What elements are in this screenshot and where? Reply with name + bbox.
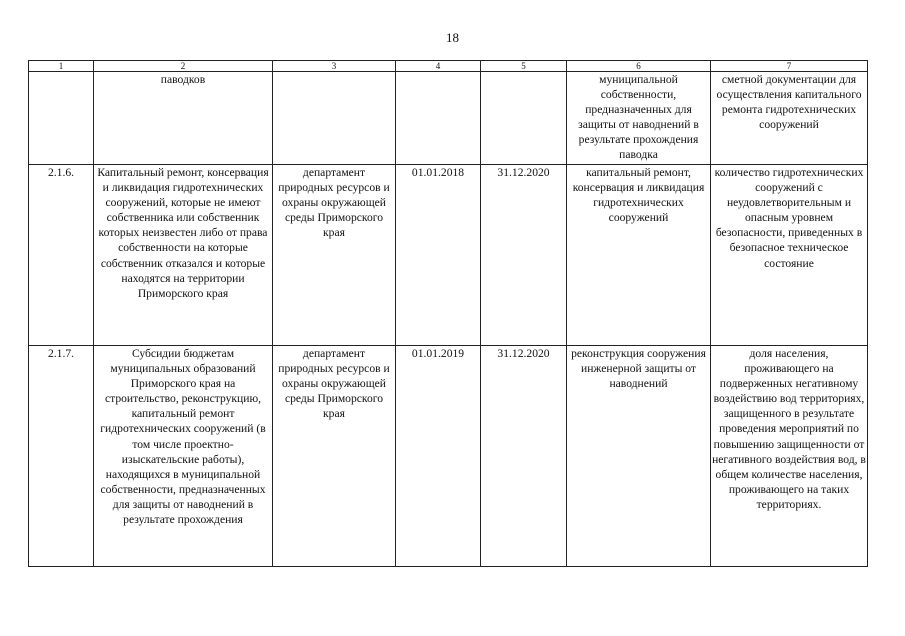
page-number: 18 — [446, 30, 459, 45]
start-date: 01.01.2018 — [396, 165, 481, 346]
executor: департамент природных ресурсов и охраны окружающей среды Приморского края — [273, 165, 396, 346]
measure-name: Капитальный ремонт, консервация и ликвидация гидротехнических сооружений, которые не имеют собственника или собственник которых неизвестен либо от права собственности на которые собственник отказался и которые находятся на территории Приморского края — [94, 165, 273, 346]
start-date — [396, 72, 481, 165]
column-header: 6 — [567, 61, 711, 72]
executor: департамент природных ресурсов и охраны окружающей среды Приморского края — [273, 346, 396, 567]
column-header: 1 — [29, 61, 94, 72]
end-date: 31.12.2020 — [481, 346, 567, 567]
table-row — [29, 346, 868, 567]
end-date: 31.12.2020 — [481, 165, 567, 346]
row-number — [29, 72, 94, 165]
program-table — [28, 60, 868, 567]
table-row — [29, 72, 868, 165]
column-number-header — [29, 61, 868, 72]
expected-result: капитальный ремонт, консервация и ликвидация гидротехнических сооружений — [567, 165, 711, 346]
row-number: 2.1.6. — [29, 165, 94, 346]
column-header: 5 — [481, 61, 567, 72]
expected-result: реконструкция сооружения инженерной защиты от наводнений — [567, 346, 711, 567]
start-date: 01.01.2019 — [396, 346, 481, 567]
indicator: сметной документации для осуществления капитального ремонта гидротехнических сооружений — [711, 72, 868, 165]
column-header: 7 — [711, 61, 868, 72]
column-header: 3 — [273, 61, 396, 72]
measure-name: паводков — [94, 72, 273, 165]
row-number: 2.1.7. — [29, 346, 94, 567]
executor — [273, 72, 396, 165]
column-header: 4 — [396, 61, 481, 72]
indicator: доля населения, проживающего на подверженных негативному воздействию вод территориях, защищенного в результате проведения мероприятий по повышению защищенности от негативного воздействия вод, в общем количестве населения, проживающего на таких территориях. — [711, 346, 868, 567]
indicator: количество гидротехнических сооружений с неудовлетворительным и опасным уровнем безопасности, приведенных в безопасное техническое состояние — [711, 165, 868, 346]
expected-result: муниципальной собственности, предназначенных для защиты от наводнений в результате прохождения паводка — [567, 72, 711, 165]
measure-name: Субсидии бюджетам муниципальных образований Приморского края на строительство, реконструкцию, капитальный ремонт гидротехнических сооружений (в том числе проектно-изыскательские работы), находящихся в муниципальной собственности, предназначенных для защиты от наводнений в результате прохождения — [94, 346, 273, 567]
end-date — [481, 72, 567, 165]
table-row — [29, 165, 868, 346]
column-header: 2 — [94, 61, 273, 72]
